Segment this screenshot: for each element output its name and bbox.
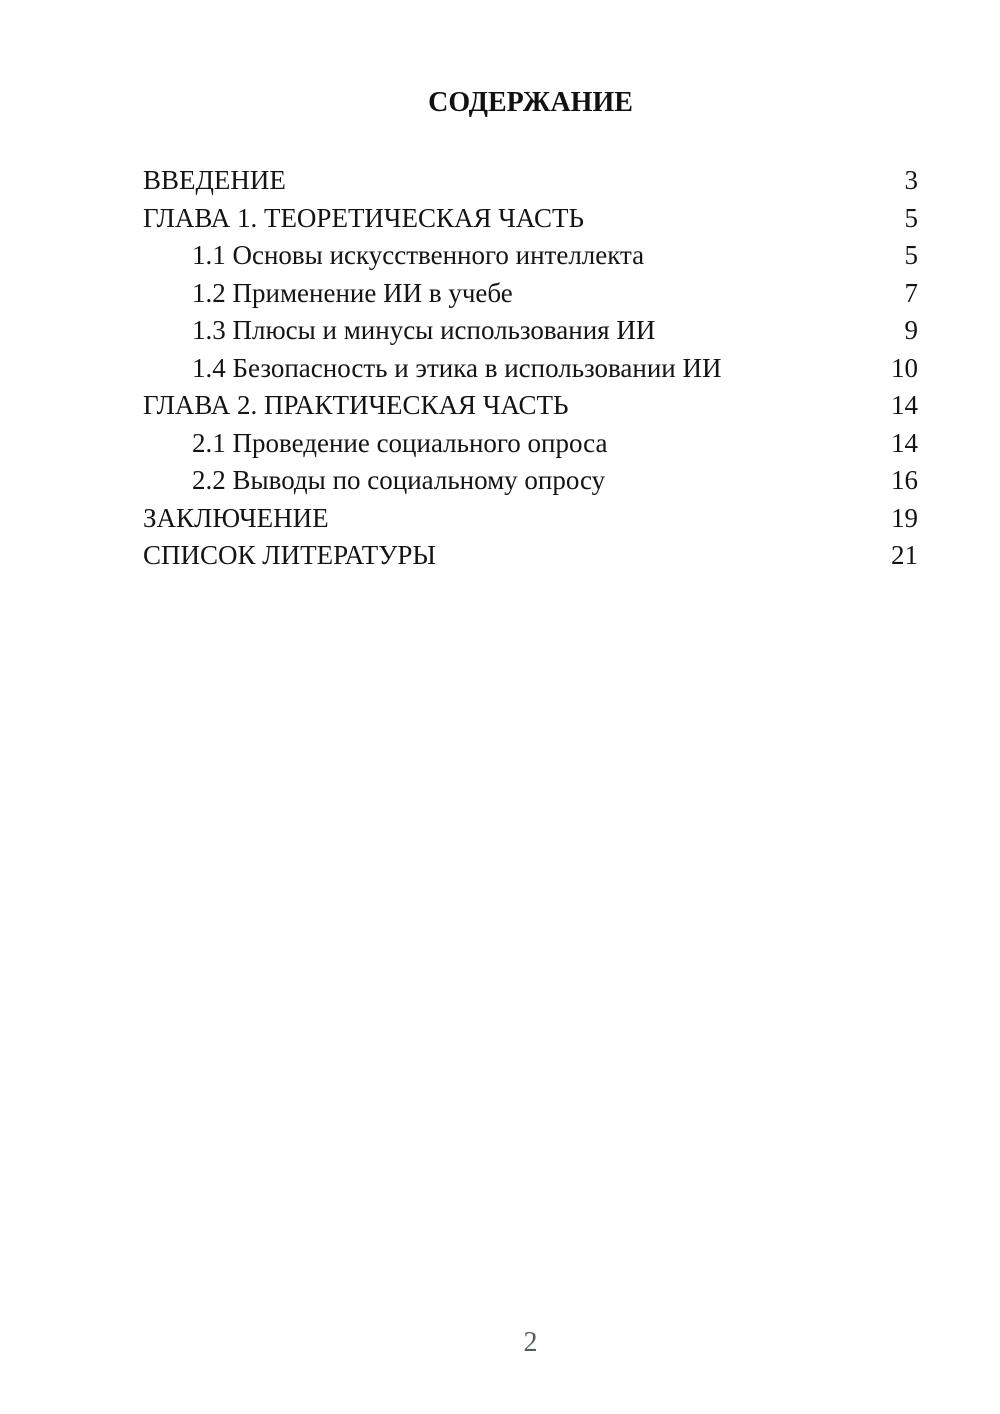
toc-entry	[143, 237, 918, 275]
page-title: СОДЕРЖАНИЕ	[428, 87, 633, 118]
toc-entry-label: ЗАКЛЮЧЕНИЕ	[143, 502, 329, 533]
toc-entry-page: 10	[891, 352, 918, 383]
toc-entry-page: 14	[891, 427, 918, 458]
toc-entry-label: 1.2 Применение ИИ в учебе	[192, 277, 513, 308]
table-of-contents	[143, 162, 918, 575]
toc-entry	[143, 200, 918, 238]
toc-entry	[143, 162, 918, 200]
toc-entry-label: 1.1 Основы искусственного интеллекта	[192, 240, 645, 270]
toc-entry-page: 5	[904, 202, 918, 233]
toc-entry	[143, 500, 918, 538]
toc-entry-label: ГЛАВА 1. ТЕОРЕТИЧЕСКАЯ ЧАСТЬ	[143, 202, 584, 233]
toc-entry-page: 16	[891, 465, 918, 495]
toc-entry	[143, 462, 918, 500]
toc-entry	[143, 537, 918, 575]
toc-entry	[143, 312, 918, 350]
toc-entry-page: 9	[904, 315, 918, 345]
toc-entry-page: 7	[904, 277, 918, 308]
toc-entry-page: 19	[891, 502, 918, 533]
toc-entry-label: 2.1 Проведение социального опроса	[192, 427, 608, 458]
toc-entry-page: 14	[891, 390, 918, 420]
document-content	[143, 0, 918, 575]
toc-entry	[143, 387, 918, 425]
toc-entry-label: ВВЕДЕНИЕ	[143, 165, 286, 195]
toc-entry-label: 1.3 Плюсы и минусы использования ИИ	[192, 315, 656, 345]
toc-entry-label: 1.4 Безопасность и этика в использовании ИИ	[192, 352, 722, 383]
toc-entry-page: 3	[904, 165, 918, 195]
toc-entry-page: 5	[904, 240, 918, 270]
toc-entry	[143, 275, 918, 313]
toc-entry-page: 21	[891, 540, 918, 570]
toc-entry	[143, 425, 918, 463]
toc-entry-label: СПИСОК ЛИТЕРАТУРЫ	[143, 540, 436, 570]
page-number: 2	[523, 1327, 538, 1358]
toc-entry-label: 2.2 Выводы по социальному опросу	[192, 465, 606, 495]
toc-entry-label: ГЛАВА 2. ПРАКТИЧЕСКАЯ ЧАСТЬ	[143, 390, 569, 420]
toc-entry	[143, 350, 918, 388]
